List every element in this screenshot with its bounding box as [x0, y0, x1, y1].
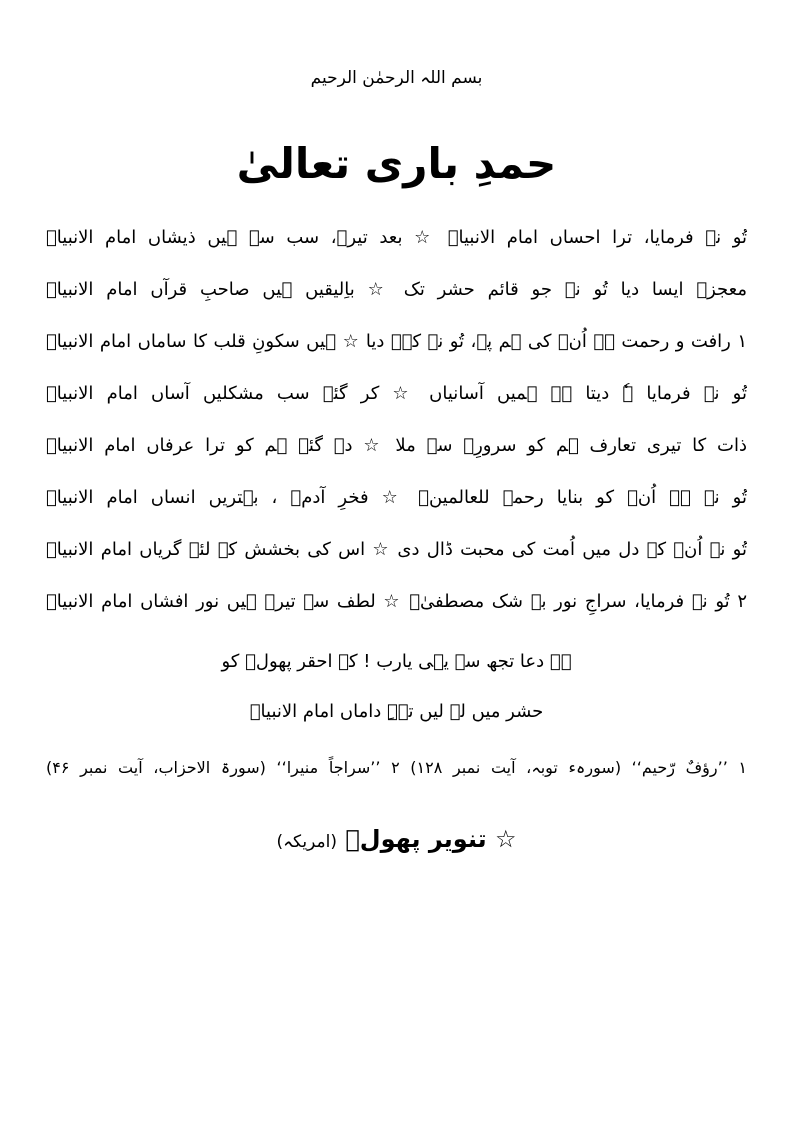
closing-verse-line-1: ہے دعا تجھ سے یہی یارب ! کہ احقر پھولؔ کو	[221, 651, 572, 672]
footnotes: ۱ ’’رؤفٌ رّحیم‘‘ (سورہء توبہ، آیت نمبر ۱۲۸) ۲ ’’سراجاً منیرا‘‘ (سورۃ الاحزاب، آیت نمبر ۴۶)	[46, 758, 747, 777]
poem-verses	[46, 218, 747, 634]
author-name: ☆ تنویر پھولؔ	[345, 825, 517, 853]
author-location: (امریکہ)	[276, 832, 338, 852]
verse-line: ذات کا تیری تعارف ہم کو سرورِؐ سے ملا ☆ دے گئے ہم کو ترا عرفاں امام الانبیاؐ	[46, 435, 747, 456]
bismillah: بسم اللہ الرحمٰن الرحیم	[310, 68, 483, 88]
verse-line: تُو نے فرمایا ہٗ دیتا ہے ہمیں آسانیاں ☆ کر گئے سب مشکلیں آساں امام الانبیاؐ	[46, 383, 747, 404]
verse-line: ۱ رافت و رحمت ہے اُنؐ کی ہم پہ، تُو نے کہہ دیا ☆ ہیں سکونِ قلب کا ساماں امام الانبیاؐ	[46, 331, 747, 352]
verse-line: تُو نے فرمایا، ترا احساں امام الانبیاؐ ☆ بعد تیرے، سب سے ہیں ذیشاں امام الانبیاؐ	[46, 227, 747, 248]
signature	[0, 814, 793, 867]
verse-line: تُو نے ہے اُنؐ کو بنایا رحمۃ للعالمینؐ ☆ فخرِ آدمؑ ، بہتریں انساں امام الانبیاؐ	[46, 487, 747, 508]
verse-line: معجزہ ایسا دیا تُو نے جو قائم حشر تک ☆ باِلیقیں ہیں صاحبِ قرآں امام الانبیاؐ	[46, 279, 747, 300]
poem-title: حمدِ باری تعالیٰ	[236, 139, 557, 188]
closing-verse-line-2: حشر میں لے لیں تہہِ داماں امام الانبیاؐ	[249, 701, 544, 722]
verse-line: تُو نے اُنؐ کے دل میں اُمت کی محبت ڈال دی ☆ اس کی بخشش کے لئے گریاں امام الانبیاؐ	[46, 539, 747, 560]
verse-line: ۲ تُو نے فرمایا، سراجِ نور بے شک مصطفیٰؐ ☆ لطف سے تیرے ہیں نور افشاں امام الانبیاؐ	[46, 591, 747, 612]
